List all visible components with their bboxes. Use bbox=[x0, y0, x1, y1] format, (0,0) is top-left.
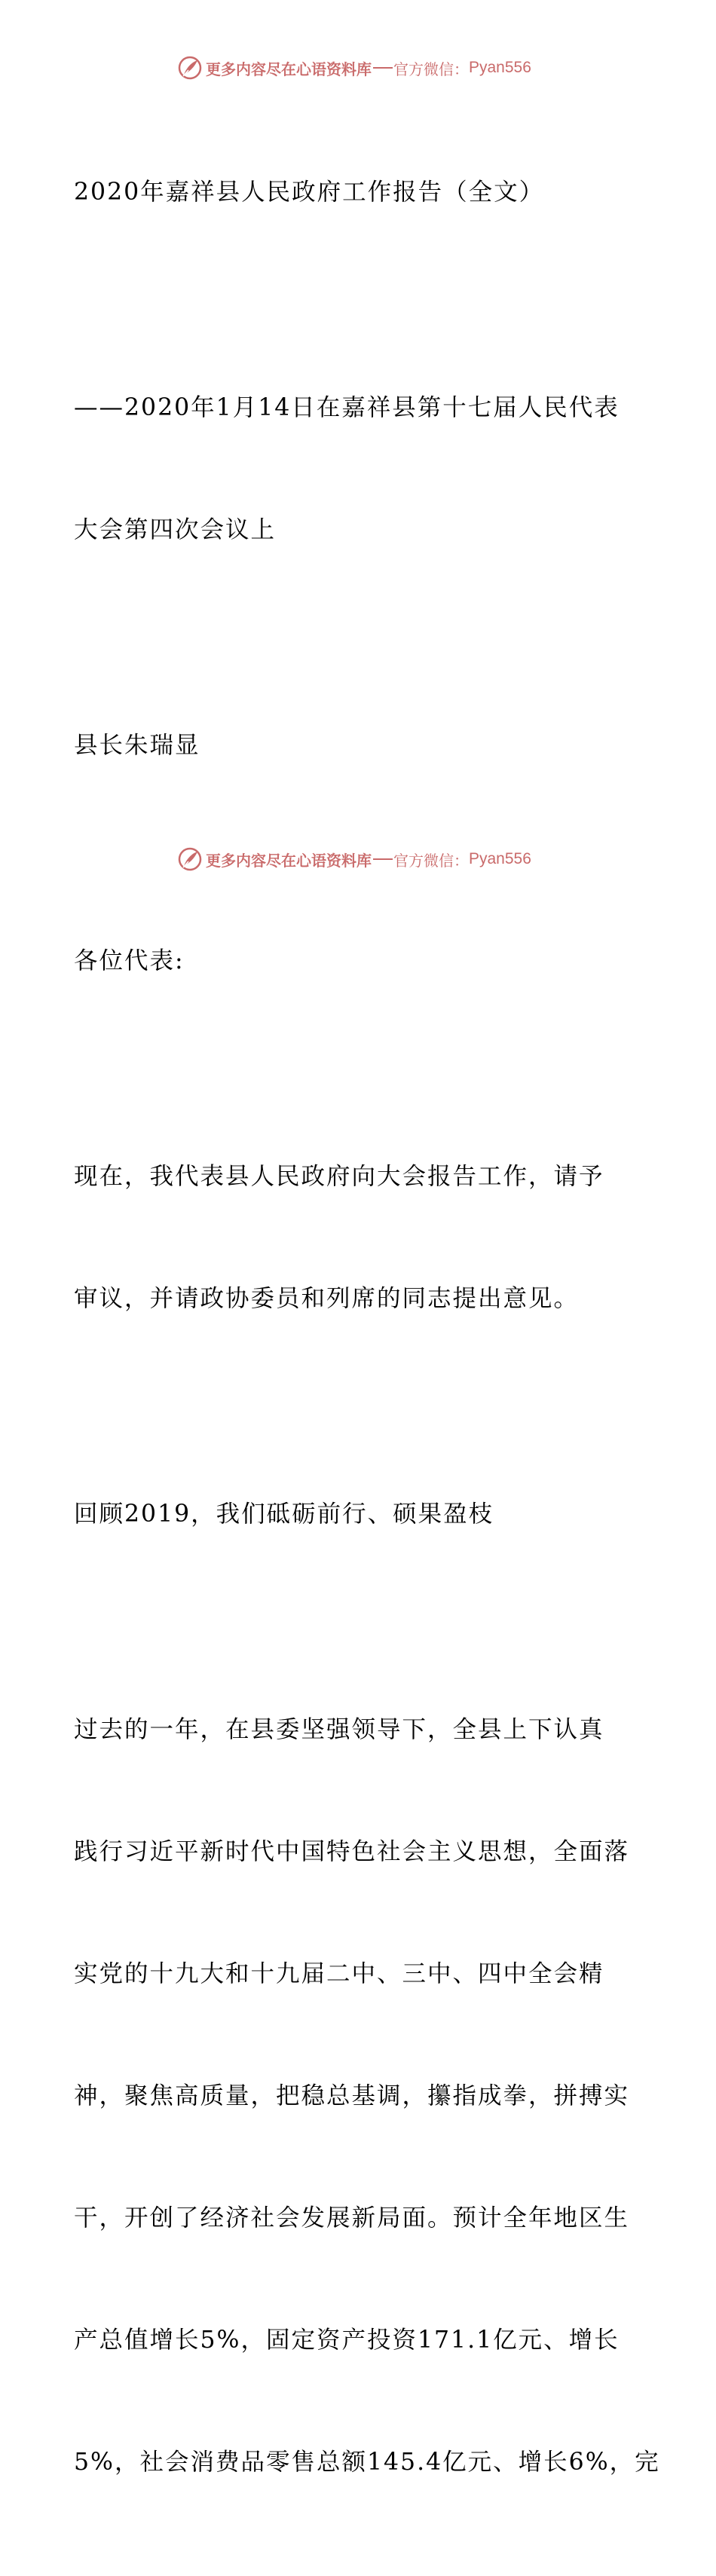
document-body bbox=[74, 90, 660, 2576]
intro-line: 现在，我代表县人民政府向大会报告工作，请予 bbox=[74, 1163, 604, 1190]
body-line: 践行习近平新时代中国特色社会主义思想，全面落 bbox=[74, 1838, 630, 1865]
watermark-wechat-id: Pyan556 bbox=[469, 59, 531, 76]
body-line: 神，聚焦高质量，把稳总基调，攥指成拳，拼搏实 bbox=[74, 2082, 630, 2109]
salutation-line: 各位代表: bbox=[74, 947, 185, 974]
watermark-wechat-label: 官方微信： bbox=[393, 851, 469, 870]
watermark-wechat-id: Pyan556 bbox=[469, 850, 531, 867]
document-salutation bbox=[74, 859, 647, 1063]
feather-pen-logo-icon bbox=[177, 55, 203, 81]
subtitle-line: 大会第四次会议上 bbox=[74, 516, 277, 543]
watermark-brand-text: 更多内容尽在心语资料库 bbox=[206, 60, 372, 78]
watermark-dash bbox=[373, 858, 393, 860]
author-line: 县长朱瑞显 bbox=[74, 732, 200, 759]
subtitle-line: ——2020年1月14日在嘉祥县第十七届人民代表 bbox=[74, 394, 620, 421]
body-line: 干，开创了经济社会发展新局面。预计全年地区生 bbox=[74, 2204, 630, 2232]
footer-watermark bbox=[177, 846, 531, 873]
section-heading bbox=[74, 1412, 647, 1616]
body-paragraph bbox=[74, 1628, 660, 2564]
document-author bbox=[74, 644, 647, 847]
body-line: 实党的十九大和十九届二中、三中、四中全会精 bbox=[74, 1960, 604, 1987]
body-line: 5%，社会消费品零售总额145.4亿元、增长6%，完 bbox=[74, 2449, 660, 2476]
title-line: 2020年嘉祥县人民政府工作报告（全文） bbox=[74, 179, 545, 206]
intro-paragraph bbox=[74, 1075, 647, 1400]
body-line: 过去的一年，在县委坚强领导下，全县上下认真 bbox=[74, 1716, 604, 1743]
watermark-dash bbox=[373, 67, 393, 69]
intro-line: 审议，并请政协委员和列席的同志提出意见。 bbox=[74, 1285, 580, 1312]
watermark-brand-text: 更多内容尽在心语资料库 bbox=[206, 851, 372, 870]
document-subtitle bbox=[74, 306, 647, 632]
feather-pen-logo-icon bbox=[177, 846, 203, 872]
header-watermark bbox=[177, 54, 531, 81]
watermark-wechat-label: 官方微信： bbox=[393, 60, 469, 78]
section-heading-line: 回顾2019，我们砥砺前行、硕果盈枝 bbox=[74, 1501, 494, 1528]
body-line: 产总值增长5%，固定资产投资171.1亿元、增长 bbox=[74, 2327, 620, 2354]
document-title bbox=[74, 90, 647, 294]
